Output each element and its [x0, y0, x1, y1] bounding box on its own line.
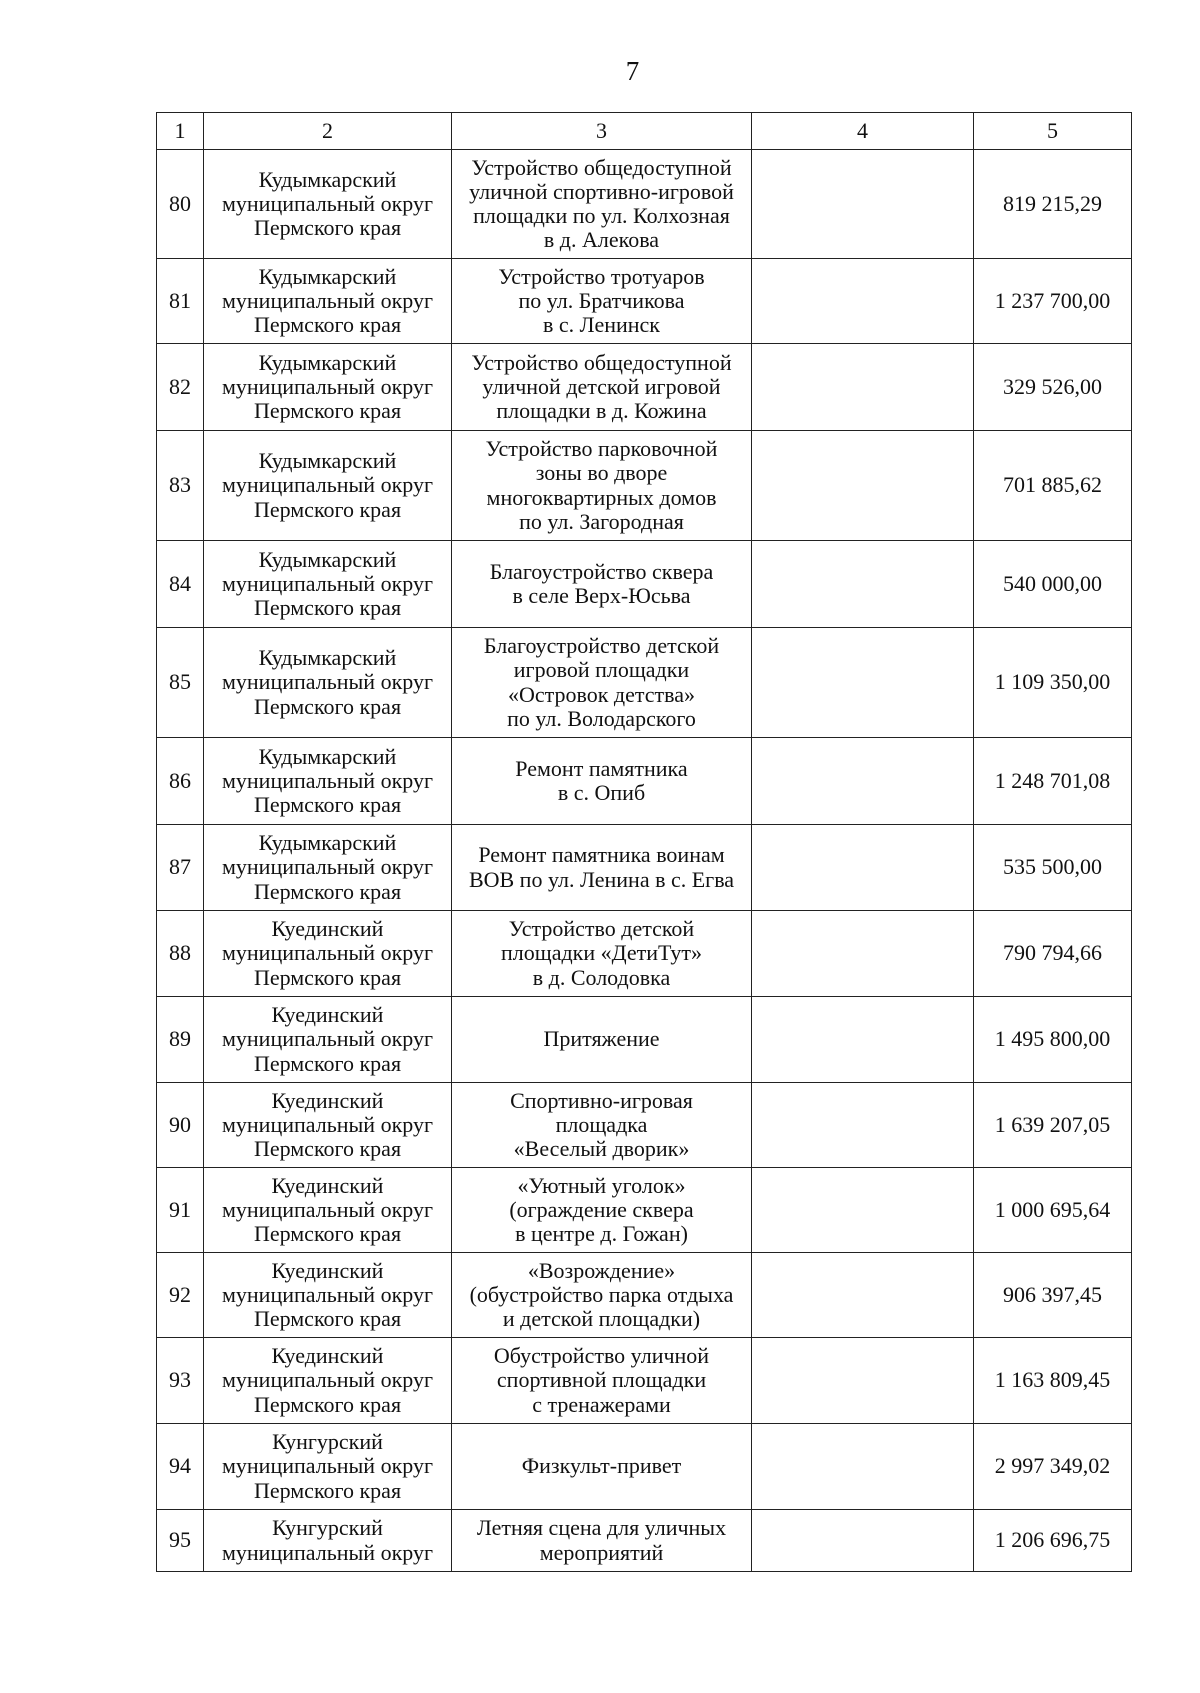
- column-4-cell: [752, 997, 974, 1083]
- municipality-line: муниципальный округ: [221, 1539, 433, 1565]
- column-4-cell: [752, 1338, 974, 1424]
- municipality-cell: [204, 1083, 452, 1168]
- column-4-cell: [752, 1424, 974, 1510]
- column-4-cell: [752, 1168, 974, 1253]
- column-4-cell: [752, 1253, 974, 1338]
- project-cell: [452, 628, 752, 738]
- project-line: спортивной площадки: [496, 1367, 707, 1393]
- project-line: Летняя сцена для уличных: [476, 1515, 727, 1541]
- project-line: в д. Солодовка: [532, 964, 671, 990]
- project-line: и детской площадки): [502, 1306, 701, 1332]
- project-cell: [452, 1338, 752, 1424]
- municipality-line: Куединский: [271, 1257, 384, 1283]
- municipality-cell: [204, 911, 452, 997]
- project-cell: [452, 1424, 752, 1510]
- project-line: Обустройство уличной: [493, 1343, 710, 1369]
- project-line: по ул. Братчикова: [518, 287, 685, 313]
- municipality-line: Кудымкарский: [258, 166, 397, 192]
- municipality-cell: [204, 259, 452, 344]
- project-cell: [452, 1083, 752, 1168]
- table-row: [157, 431, 1132, 541]
- municipality-line: Куединский: [271, 1343, 384, 1369]
- municipality-cell: [204, 1338, 452, 1424]
- project-cell: [452, 344, 752, 431]
- table-row: [157, 825, 1132, 911]
- project-line: Устройство общедоступной: [471, 349, 732, 375]
- municipality-cell: [204, 150, 452, 259]
- table-row: [157, 259, 1132, 344]
- project-cell: [452, 911, 752, 997]
- column-4-cell: [752, 628, 974, 738]
- row-number-cell: 82: [157, 344, 204, 431]
- column-header: 2: [204, 113, 452, 150]
- project-line: (ограждение сквера: [509, 1196, 694, 1222]
- column-header: 5: [974, 113, 1132, 150]
- amount-cell: 701 885,62: [974, 431, 1132, 541]
- municipality-line: Пермского края: [253, 878, 402, 904]
- municipality-line: Пермского края: [253, 792, 402, 818]
- project-cell: [452, 1253, 752, 1338]
- project-line: игровой площадки: [513, 657, 690, 683]
- municipality-line: муниципальный округ: [221, 570, 433, 596]
- project-line: многоквартирных домов: [486, 484, 717, 510]
- project-line: по ул. Загородная: [519, 508, 684, 534]
- project-line: по ул. Володарского: [507, 705, 696, 731]
- table-row: [157, 738, 1132, 825]
- column-header: 4: [752, 113, 974, 150]
- project-cell: [452, 1168, 752, 1253]
- municipality-line: Пермского края: [253, 1136, 402, 1162]
- row-number-cell: 85: [157, 628, 204, 738]
- municipality-line: Пермского края: [253, 398, 402, 424]
- municipality-line: Куединский: [271, 1172, 384, 1198]
- municipality-line: Пермского края: [253, 1221, 402, 1247]
- amount-cell: 819 215,29: [974, 150, 1132, 259]
- municipality-line: Пермского края: [253, 312, 402, 338]
- project-line: мероприятий: [539, 1539, 664, 1565]
- row-number-cell: 86: [157, 738, 204, 825]
- table-row: [157, 997, 1132, 1083]
- municipality-line: Кудымкарский: [258, 830, 397, 856]
- municipality-line: Пермского края: [253, 1391, 402, 1417]
- table-row: [157, 911, 1132, 997]
- project-line: Спортивно-игровая: [510, 1087, 693, 1113]
- table-row: [157, 1083, 1132, 1168]
- municipality-line: Пермского края: [253, 496, 402, 522]
- project-line: «Веселый дворик»: [513, 1136, 690, 1162]
- table-row: [157, 541, 1132, 628]
- project-line: площадки в д. Кожина: [496, 398, 707, 424]
- municipality-line: Кунгурский: [272, 1515, 383, 1541]
- municipality-line: муниципальный округ: [221, 1026, 433, 1052]
- municipality-cell: [204, 344, 452, 431]
- amount-cell: 1 639 207,05: [974, 1083, 1132, 1168]
- municipality-line: муниципальный округ: [221, 940, 433, 966]
- project-cell: [452, 259, 752, 344]
- project-line: «Островок детства»: [507, 681, 696, 707]
- table-row: [157, 1424, 1132, 1510]
- row-number-cell: 94: [157, 1424, 204, 1510]
- municipality-line: Пермского края: [253, 1477, 402, 1503]
- municipality-cell: [204, 738, 452, 825]
- municipality-cell: [204, 431, 452, 541]
- column-4-cell: [752, 911, 974, 997]
- row-number-cell: 87: [157, 825, 204, 911]
- amount-cell: 1 000 695,64: [974, 1168, 1132, 1253]
- municipality-line: Пермского края: [253, 215, 402, 241]
- municipality-line: Кудымкарский: [258, 263, 397, 289]
- amount-cell: 790 794,66: [974, 911, 1132, 997]
- municipality-line: Кудымкарский: [258, 448, 397, 474]
- row-number-cell: 89: [157, 997, 204, 1083]
- page-number: 7: [625, 56, 640, 86]
- column-4-cell: [752, 1510, 974, 1572]
- municipality-line: Пермского края: [253, 964, 402, 990]
- municipality-line: Кудымкарский: [258, 743, 397, 769]
- municipality-cell: [204, 628, 452, 738]
- municipality-line: муниципальный округ: [221, 287, 433, 313]
- table-row: [157, 344, 1132, 431]
- amount-cell: 535 500,00: [974, 825, 1132, 911]
- municipality-cell: [204, 1168, 452, 1253]
- project-line: с тренажерами: [532, 1391, 671, 1417]
- column-header: 1: [157, 113, 204, 150]
- municipality-cell: [204, 1510, 452, 1572]
- amount-cell: 1 163 809,45: [974, 1338, 1132, 1424]
- project-line: Устройство детской: [508, 916, 695, 942]
- municipality-line: муниципальный округ: [221, 767, 433, 793]
- project-line: «Уютный уголок»: [517, 1172, 686, 1198]
- column-4-cell: [752, 738, 974, 825]
- municipality-line: муниципальный округ: [221, 1111, 433, 1137]
- project-line: Устройство тротуаров: [498, 263, 705, 289]
- project-cell: [452, 825, 752, 911]
- row-number-cell: 88: [157, 911, 204, 997]
- project-line: (обустройство парка отдыха: [469, 1281, 734, 1307]
- amount-cell: 1 248 701,08: [974, 738, 1132, 825]
- row-number-cell: 95: [157, 1510, 204, 1572]
- project-line: уличной детской игровой: [482, 373, 721, 399]
- project-line: в с. Опиб: [557, 780, 646, 805]
- row-number-cell: 83: [157, 431, 204, 541]
- table-row: [157, 1168, 1132, 1253]
- row-number-cell: 91: [157, 1168, 204, 1253]
- project-cell: [452, 997, 752, 1083]
- funding-table: [156, 112, 1132, 1572]
- project-line: площадки «ДетиТут»: [501, 940, 702, 966]
- municipality-line: Пермского края: [253, 1050, 402, 1076]
- amount-cell: 1 237 700,00: [974, 259, 1132, 344]
- project-cell: [452, 431, 752, 541]
- municipality-line: муниципальный округ: [221, 1367, 433, 1393]
- table-row: [157, 1510, 1132, 1572]
- municipality-line: Кудымкарский: [258, 349, 397, 375]
- table-row: [157, 1253, 1132, 1338]
- header-row: [157, 113, 1132, 150]
- column-4-cell: [752, 150, 974, 259]
- project-line: Благоустройство детской: [483, 633, 720, 659]
- municipality-line: муниципальный округ: [221, 373, 433, 399]
- municipality-cell: [204, 541, 452, 628]
- project-line: ВОВ по ул. Ленина в с. Егва: [468, 866, 735, 892]
- amount-cell: 1 495 800,00: [974, 997, 1132, 1083]
- municipality-line: Кудымкарский: [258, 645, 397, 671]
- project-line: площадка: [555, 1111, 648, 1137]
- municipality-line: Пермского края: [253, 595, 402, 621]
- table-row: [157, 628, 1132, 738]
- project-line: в центре д. Гожан): [515, 1221, 688, 1247]
- project-line: уличной спортивно-игровой: [469, 178, 734, 204]
- municipality-cell: [204, 825, 452, 911]
- project-line: Устройство общедоступной: [471, 154, 732, 180]
- municipality-line: муниципальный округ: [221, 1281, 433, 1307]
- amount-cell: 329 526,00: [974, 344, 1132, 431]
- municipality-line: Куединский: [271, 1002, 384, 1028]
- project-line: Физкульт-привет: [521, 1453, 682, 1479]
- project-cell: [452, 738, 752, 825]
- row-number-cell: 80: [157, 150, 204, 259]
- municipality-line: муниципальный округ: [221, 472, 433, 498]
- row-number-cell: 90: [157, 1083, 204, 1168]
- project-line: в с. Ленинск: [543, 312, 660, 338]
- amount-cell: 1 206 696,75: [974, 1510, 1132, 1572]
- municipality-line: Кудымкарский: [258, 546, 397, 572]
- column-4-cell: [752, 541, 974, 628]
- project-cell: [452, 150, 752, 259]
- municipality-line: Куединский: [271, 916, 384, 942]
- column-4-cell: [752, 259, 974, 344]
- column-header: 3: [452, 113, 752, 150]
- project-cell: [452, 541, 752, 628]
- row-number-cell: 92: [157, 1253, 204, 1338]
- project-line: Притяжение: [543, 1026, 660, 1052]
- municipality-line: муниципальный округ: [221, 1453, 433, 1479]
- row-number-cell: 81: [157, 259, 204, 344]
- amount-cell: 906 397,45: [974, 1253, 1132, 1338]
- project-line: «Возрождение»: [527, 1257, 676, 1283]
- column-4-cell: [752, 344, 974, 431]
- project-cell: [452, 1510, 752, 1572]
- municipality-line: муниципальный округ: [221, 854, 433, 880]
- municipality-line: Кунгурский: [272, 1429, 383, 1455]
- table-row: [157, 150, 1132, 259]
- project-line: зоны во дворе: [535, 460, 668, 486]
- municipality-line: Пермского края: [253, 693, 402, 719]
- project-line: Устройство парковочной: [485, 436, 718, 462]
- municipality-cell: [204, 997, 452, 1083]
- project-line: Ремонт памятника: [515, 755, 688, 781]
- project-line: Благоустройство сквера: [489, 558, 714, 584]
- row-number-cell: 84: [157, 541, 204, 628]
- project-line: в селе Верх-Юсьва: [512, 583, 691, 608]
- row-number-cell: 93: [157, 1338, 204, 1424]
- municipality-cell: [204, 1424, 452, 1510]
- municipality-line: муниципальный округ: [221, 669, 433, 695]
- column-4-cell: [752, 825, 974, 911]
- column-4-cell: [752, 1083, 974, 1168]
- municipality-cell: [204, 1253, 452, 1338]
- amount-cell: 1 109 350,00: [974, 628, 1132, 738]
- amount-cell: 2 997 349,02: [974, 1424, 1132, 1510]
- municipality-line: муниципальный округ: [221, 1196, 433, 1222]
- amount-cell: 540 000,00: [974, 541, 1132, 628]
- municipality-line: муниципальный округ: [221, 190, 433, 216]
- column-4-cell: [752, 431, 974, 541]
- project-line: площадки по ул. Колхозная: [473, 203, 730, 228]
- municipality-line: Куединский: [271, 1087, 384, 1113]
- table-row: [157, 1338, 1132, 1424]
- municipality-line: Пермского края: [253, 1306, 402, 1332]
- project-line: Ремонт памятника воинам: [478, 842, 725, 868]
- project-line: в д. Алекова: [543, 227, 660, 253]
